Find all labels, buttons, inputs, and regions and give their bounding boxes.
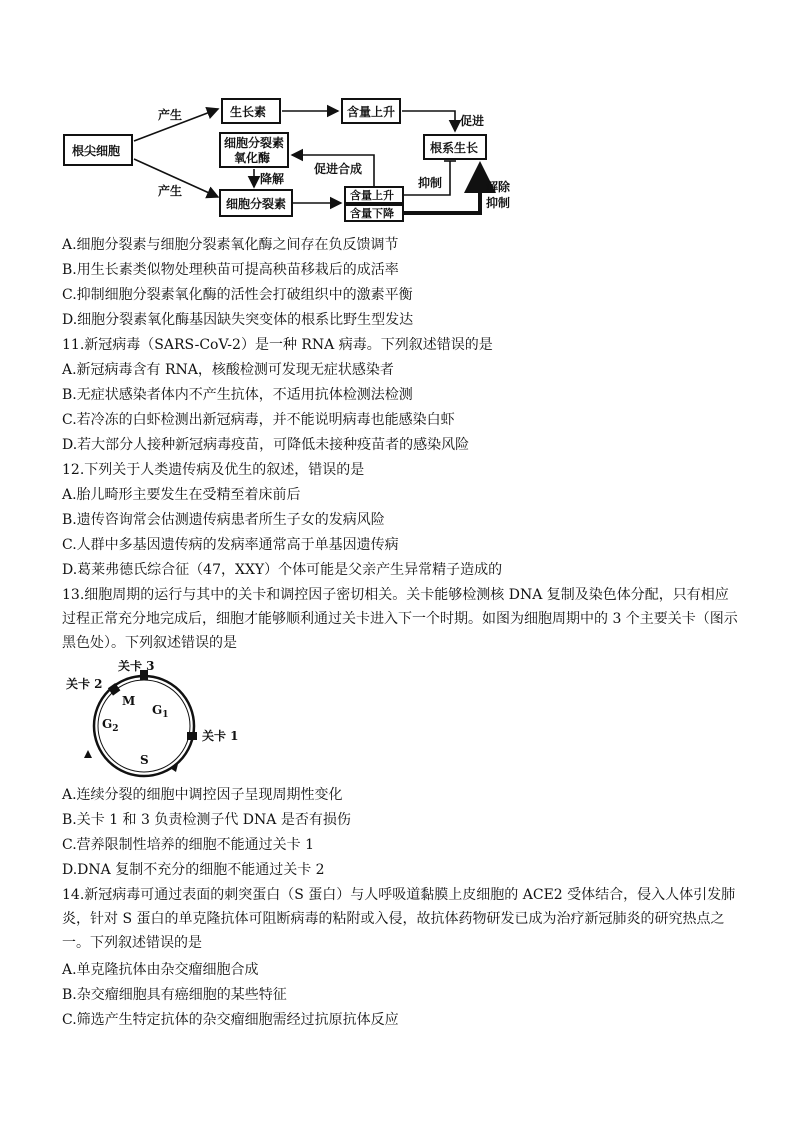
q11-stem: 11.新冠病毒（SARS-CoV-2）是一种 RNA 病毒。下列叙述错误的是 [62, 337, 493, 353]
oxidase-label-1: 细胞分裂素 [224, 136, 285, 150]
q10-option-a: A.细胞分裂素与细胞分裂素氧化酶之间存在负反馈调节 [62, 237, 399, 253]
q13-option-c: C.营养限制性培养的细胞不能通过关卡 1 [62, 837, 315, 853]
produce-bottom-label: 产生 [158, 184, 183, 198]
promote-synthesis-label: 促进合成 [314, 162, 363, 176]
q13-option-b: B.关卡 1 和 3 负责检测子代 DNA 是否有损伤 [62, 812, 351, 828]
produce-top-label: 产生 [158, 108, 183, 122]
q12-stem: 12.下列关于人类遗传病及优生的叙述，错误的是 [62, 462, 365, 478]
q14-option-c: C.筛选产生特定抗体的杂交瘤细胞需经过抗原抗体反应 [62, 1012, 399, 1028]
checkpoint-1-label: 关卡 1 [202, 729, 239, 743]
phase-m-label: M [122, 694, 136, 708]
root-cell-label: 根尖细胞 [72, 144, 121, 158]
q13-option-d: D.DNA 复制不充分的细胞不能通过关卡 2 [62, 862, 325, 878]
q11-option-c: C.若冷冻的白虾检测出新冠病毒，并不能说明病毒也能感染白虾 [62, 412, 455, 428]
q14-option-a: A.单克隆抗体由杂交瘤细胞合成 [62, 962, 259, 978]
q11-option-a: A.新冠病毒含有 RNA，核酸检测可发现无症状感染者 [62, 362, 394, 378]
q13-stem: 13.细胞周期的运行与其中的关卡和调控因子密切相关。关卡能够检测核 DNA 复制及染色体分配，只有相应过程正常充分地完成后，细胞才能够顺利通过关卡进入下一个时期。如图为细胞周期中的 3 个主要关卡（图示黑色处）。下列叙述错误的是 [62, 587, 738, 651]
q11-option-b: B.无症状感染者体内不产生抗体，不适用抗体检测法检测 [62, 387, 413, 403]
checkpoint-1-mark [187, 732, 197, 740]
phase-g1-label: $G_1$ [152, 703, 169, 720]
cytokinin-label: 细胞分裂素 [226, 197, 287, 211]
promote-label: 促进 [460, 114, 485, 128]
q12-option-a: A.胎儿畸形主要发生在受精至着床前后 [62, 487, 301, 503]
oxidase-label-2: 氧化酶 [234, 151, 271, 165]
auxin-label: 生长素 [230, 105, 267, 119]
hormone-regulation-diagram [60, 93, 520, 233]
checkpoint-3-label: 关卡 3 [118, 660, 155, 673]
degrade-label: 降解 [260, 172, 285, 186]
q10-option-d: D.细胞分裂素氧化酶基因缺失突变体的根系比野生型发达 [62, 312, 414, 328]
q11-option-d: D.若大部分人接种新冠病毒疫苗，可降低未接种疫苗者的感染风险 [62, 437, 470, 453]
relieve-label-1: 解除 [486, 180, 511, 194]
q14-stem: 14.新冠病毒可通过表面的刺突蛋白（S 蛋白）与人呼吸道黏膜上皮细胞的 ACE2 受体结合，侵入人体引发肺炎，针对 S 蛋白的单克隆抗体可阻断病毒的粘附或入侵，故抗体药物研发已成为治疗新冠肺炎的研究热点之一。下列叙述错误的是 [62, 887, 736, 951]
q13-option-a: A.连续分裂的细胞中调控因子呈现周期性变化 [62, 787, 343, 803]
q12-option-b: B.遗传咨询常会估测遗传病患者所生子女的发病风险 [62, 512, 385, 528]
q12-option-d: D.葛莱弗德氏综合征（47，XXY）个体可能是父亲产生异常精子造成的 [62, 562, 503, 578]
relieve-label-2: 抑制 [486, 196, 511, 210]
inhibit-label: 抑制 [418, 176, 443, 190]
q12-option-c: C.人群中多基因遗传病的发病率通常高于单基因遗传病 [62, 537, 399, 553]
q10-option-c: C.抑制细胞分裂素氧化酶的活性会打破组织中的激素平衡 [62, 287, 413, 303]
auxin-rise-label: 含量上升 [347, 105, 396, 119]
root-growth-label: 根系生长 [430, 141, 479, 155]
q10-option-b: B.用生长素类似物处理秧苗可提高秧苗移栽后的成活率 [62, 262, 399, 278]
ck-rise-label: 含量上升 [350, 189, 394, 202]
checkpoint-2-label: 关卡 2 [66, 677, 103, 691]
cell-cycle-diagram [62, 660, 252, 780]
phase-s-label: S [140, 753, 149, 767]
ck-fall-label: 含量下降 [350, 207, 394, 220]
checkpoint-2-mark [108, 683, 121, 696]
q14-option-b: B.杂交瘤细胞具有癌细胞的某些特征 [62, 987, 287, 1003]
phase-g2-label: $G_2$ [102, 717, 119, 734]
